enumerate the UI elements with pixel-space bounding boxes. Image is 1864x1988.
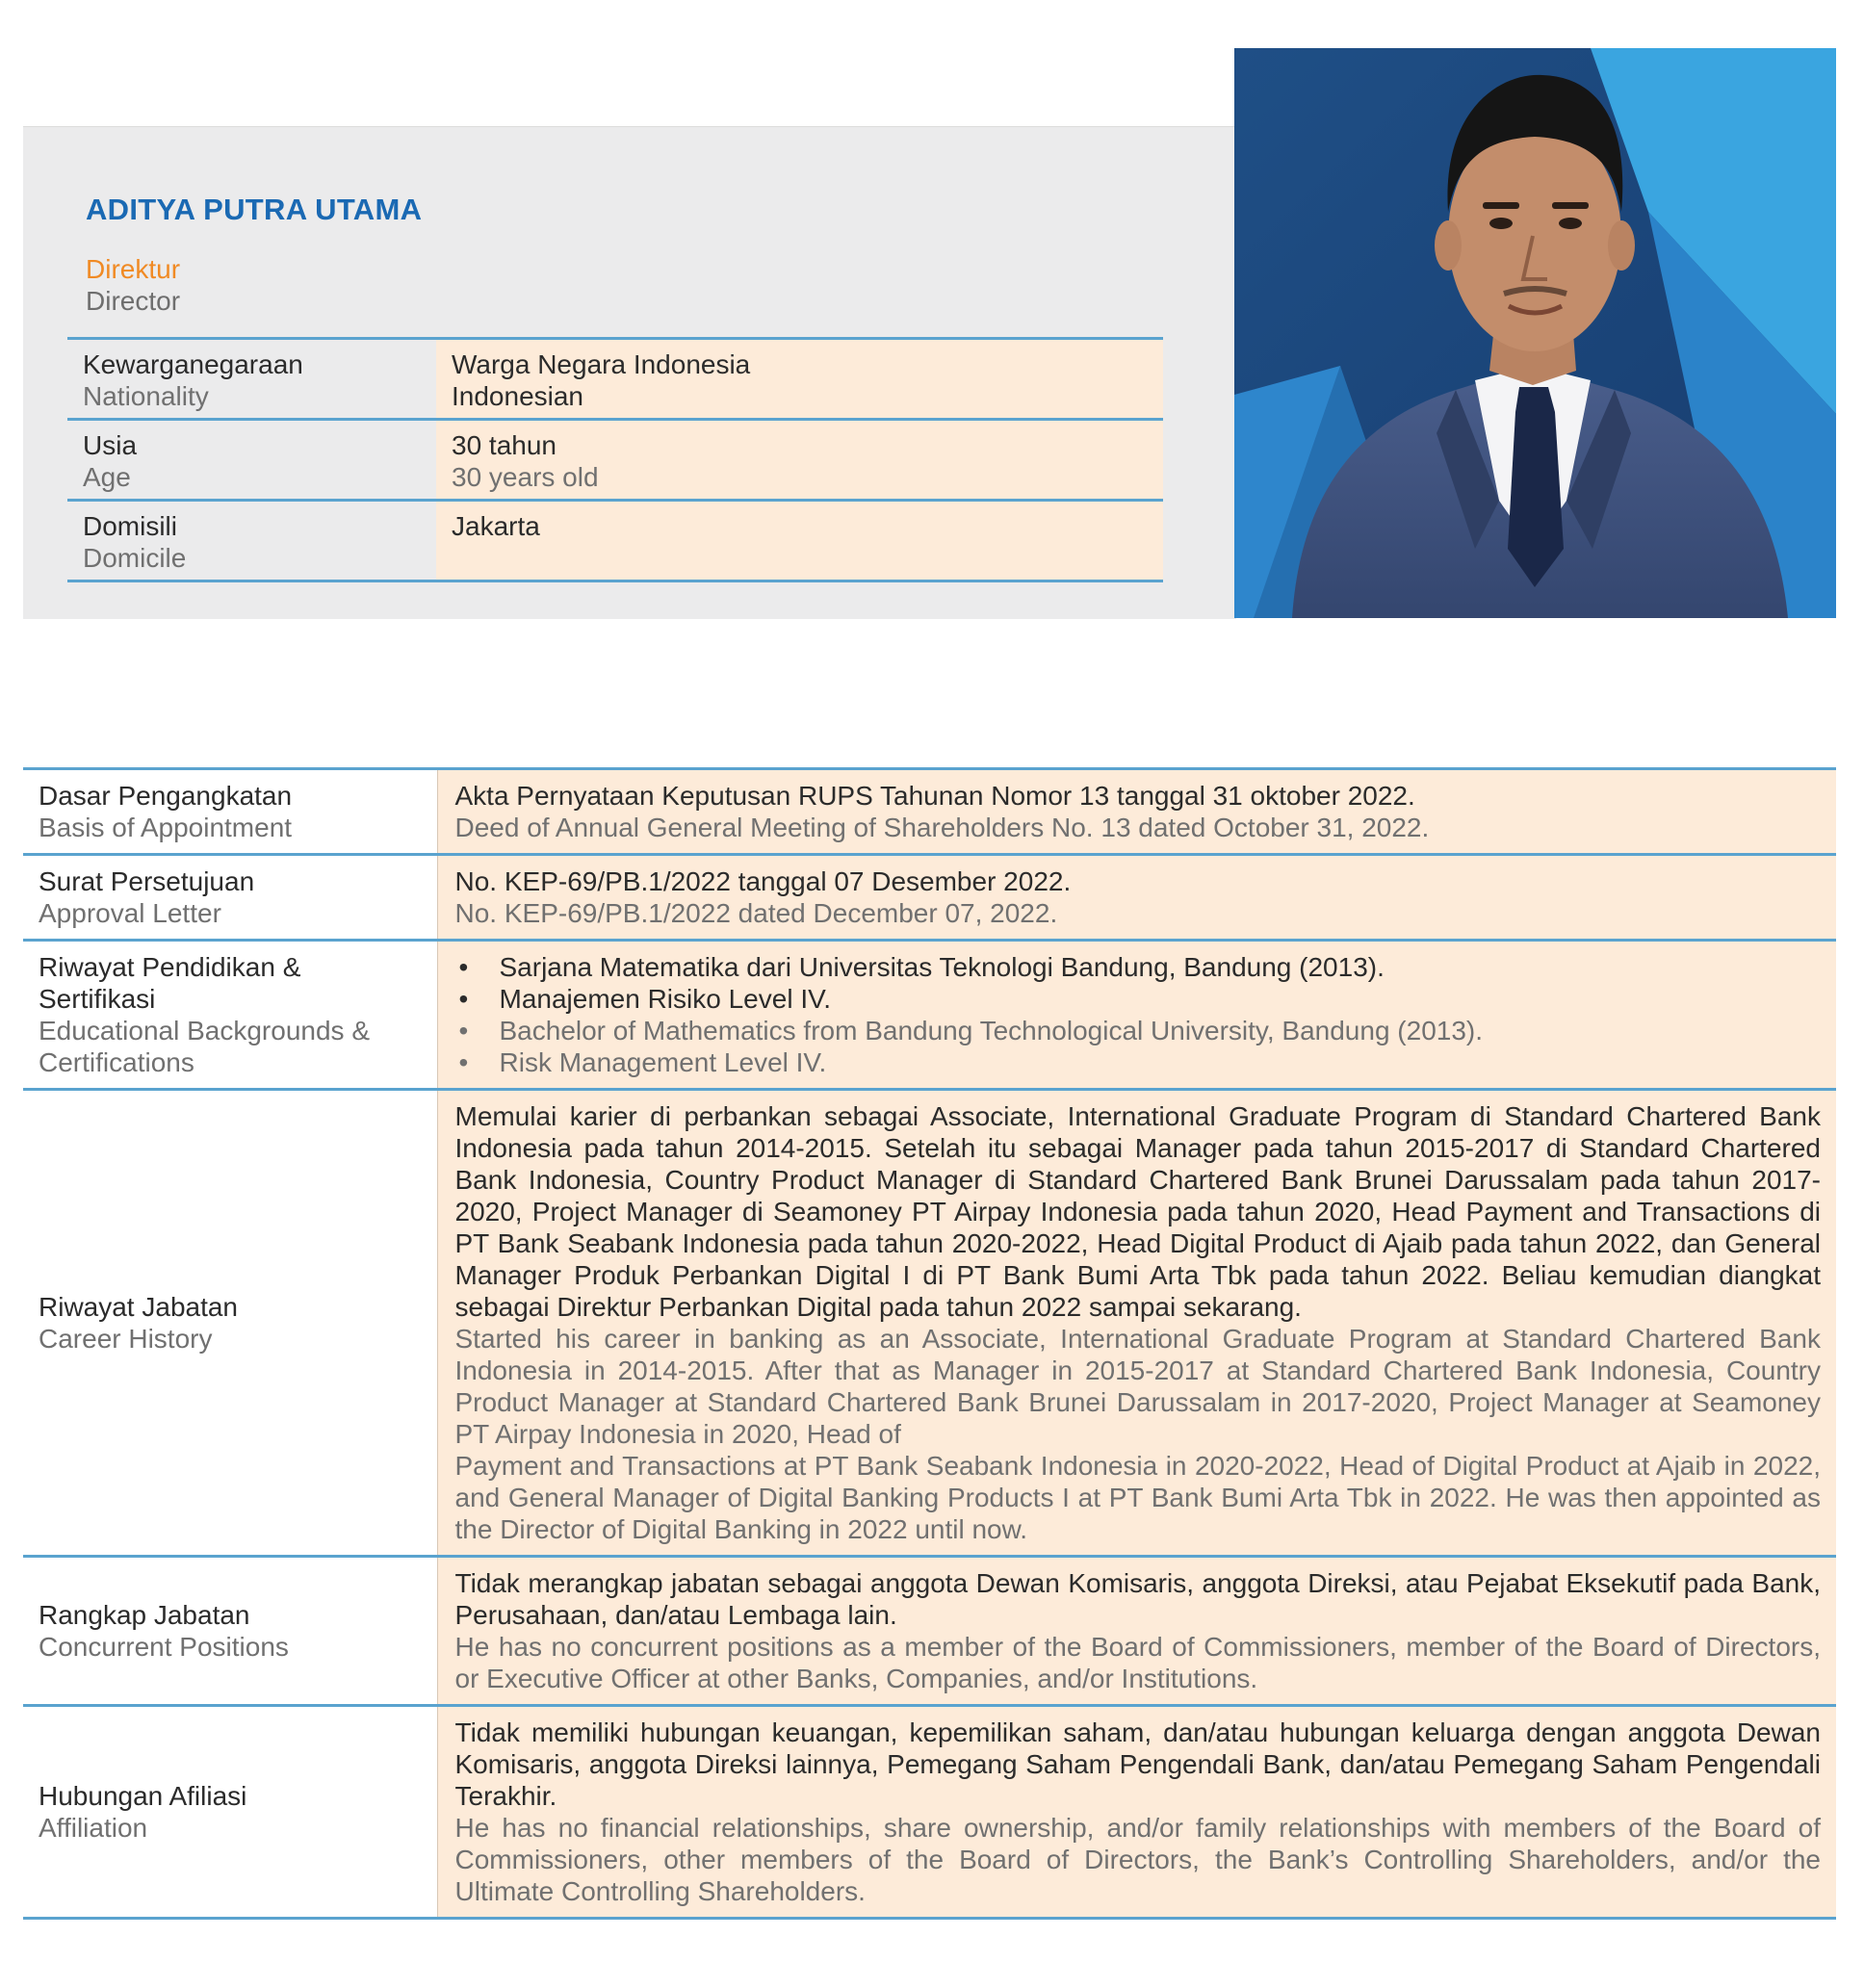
career-value-id: Memulai karier di perbankan sebagai Associate, International Graduate Program di Standard Chartered Bank Indonesia pada tahun 2014-2015. Setelah itu sebagai Manager pada tahun 2015-2017 di Standard Chartered Bank Indonesia, Country Product Manager di Standard Chartered Bank Brunei Darussalam pada tahun 2017-2020, Project Manager di Seamoney PT Airpay Indonesia pada tahun 2020, Head Payment and Transactions di PT Bank Seabank Indonesia pada tahun 2020-2022, Head Digital Product di Ajaib pada tahun 2022, dan General Manager Produk Perbankan Digital I di PT Bank Bumi Arta Tbk pada tahun 2022. Beliau kemudian diangkat sebagai Direktur Perbankan Digital pada tahun 2022 sampai sekarang. <box>454 1101 1821 1322</box>
education-label-en: Educational Backgrounds & Certifications <box>39 1016 370 1077</box>
approval-label-id: Surat Persetujuan <box>39 866 255 896</box>
row-affiliation <box>23 1706 1836 1919</box>
row-approval-letter <box>23 855 1836 941</box>
detail-label-cell <box>23 1557 437 1706</box>
education-item-id: • Manajemen Risiko Level IV. <box>455 983 1822 1015</box>
info-row-nationality <box>67 339 1163 420</box>
info-label-cell <box>67 420 436 501</box>
concurrent-label-id: Rangkap Jabatan <box>39 1600 250 1630</box>
domicile-label-id: Domisili <box>83 511 177 541</box>
portrait-illustration <box>1234 48 1836 618</box>
career-value-en-part1: Started his career in banking as an Associate, International Graduate Program at Standard Chartered Bank Indonesia in 2014-2015. After that as Manager in 2015-2017 at Standard Chartered Bank Indonesia, Country Product Manager at Standard Chartered Bank Brunei Darussalam in 2017-2020, Project Manager at Seamoney PT Airpay Indonesia in 2020, Head of <box>454 1324 1821 1449</box>
detail-value-cell <box>437 1706 1836 1919</box>
detail-label-cell <box>23 769 437 855</box>
appointment-value-id: Akta Pernyataan Keputusan RUPS Tahunan Nomor 13 tanggal 31 oktober 2022. <box>454 781 1415 811</box>
concurrent-value-id: Tidak merangkap jabatan sebagai anggota Dewan Komisaris, anggota Direksi, atau Pejabat Eksekutif pada Bank, Perusahaan, dan/atau Lembaga lain. <box>454 1568 1821 1630</box>
education-item-en: • Bachelor of Mathematics from Bandung Technological University, Bandung (2013). <box>455 1015 1822 1046</box>
info-row-age <box>67 420 1163 501</box>
nationality-label-id: Kewarganegaraan <box>83 349 303 379</box>
concurrent-label-en: Concurrent Positions <box>39 1632 289 1662</box>
age-label-en: Age <box>83 462 131 492</box>
row-career-history <box>23 1090 1836 1557</box>
affiliation-label-id: Hubungan Afiliasi <box>39 1781 247 1811</box>
row-concurrent-positions <box>23 1557 1836 1706</box>
concurrent-value-en: He has no concurrent positions as a member of the Board of Commissioners, member of the Board of Directors, or Executive Officer at other Banks, Companies, and/or Institutions. <box>454 1632 1821 1693</box>
person-name: ADITYA PUTRA UTAMA <box>86 193 423 226</box>
education-item-id: • Sarjana Matematika dari Universitas Teknologi Bandung, Bandung (2013). <box>455 951 1822 983</box>
detail-label-cell <box>23 1706 437 1919</box>
info-value-cell <box>436 339 1163 420</box>
detail-value-cell <box>437 855 1836 941</box>
approval-value-id: No. KEP-69/PB.1/2022 tanggal 07 Desember 2022. <box>454 866 1072 896</box>
info-value-cell <box>436 501 1163 581</box>
detail-label-cell <box>23 855 437 941</box>
position-title-id: Direktur <box>86 254 181 284</box>
career-label-id: Riwayat Jabatan <box>39 1292 239 1322</box>
info-label-cell <box>67 339 436 420</box>
nationality-value-en: Indonesian <box>452 381 584 411</box>
detail-value-cell <box>437 1090 1836 1557</box>
detail-value-cell <box>437 941 1836 1090</box>
position-title-en: Director <box>86 286 181 316</box>
education-label-id: Riwayat Pendidikan & Sertifikasi <box>39 952 301 1014</box>
appointment-label-en: Basis of Appointment <box>39 813 293 842</box>
personal-info-table <box>67 337 1163 582</box>
nationality-value-id: Warga Negara Indonesia <box>452 349 751 379</box>
affiliation-value-id: Tidak memiliki hubungan keuangan, kepemilikan saham, dan/atau hubungan keluarga dengan anggota Dewan Komisaris, anggota Direksi lainnya, Pemegang Saham Pengendali Bank, dan/atau Pemegang Saham Pengendali Terakhir. <box>454 1717 1821 1811</box>
appointment-value-en: Deed of Annual General Meeting of Shareholders No. 13 dated October 31, 2022. <box>454 813 1430 842</box>
approval-label-en: Approval Letter <box>39 898 221 928</box>
row-education <box>23 941 1836 1090</box>
detail-value-cell <box>437 769 1836 855</box>
director-detail-table <box>23 767 1836 1920</box>
nationality-label-en: Nationality <box>83 381 209 411</box>
detail-value-cell <box>437 1557 1836 1706</box>
affiliation-value-en: He has no financial relationships, share ownership, and/or family relationships with members of the Board of Commissioners, other members of the Board of Directors, the Bank’s Controlling Shareholders, and/or the Ultimate Controlling Shareholders. <box>454 1813 1821 1906</box>
education-list <box>455 951 1822 1078</box>
appointment-label-id: Dasar Pengangkatan <box>39 781 293 811</box>
age-value-en: 30 years old <box>452 462 599 492</box>
info-value-cell <box>436 420 1163 501</box>
age-label-id: Usia <box>83 430 138 460</box>
info-label-cell <box>67 501 436 581</box>
info-row-domicile <box>67 501 1163 581</box>
age-value-id: 30 tahun <box>452 430 557 460</box>
detail-label-cell <box>23 1090 437 1557</box>
career-value-en-part2: Payment and Transactions at PT Bank Seabank Indonesia in 2020-2022, Head of Digital Product at Ajaib in 2022, and General Manager of Digital Banking Products I at PT Bank Bumi Arta Tbk in 2022. He was then appointed as the Director of Digital Banking in 2022 until now. <box>454 1451 1821 1544</box>
row-basis-of-appointment <box>23 769 1836 855</box>
affiliation-label-en: Affiliation <box>39 1813 148 1843</box>
portrait-photo <box>1234 48 1836 618</box>
domicile-label-en: Domicile <box>83 543 187 573</box>
profile-panel <box>23 126 1236 619</box>
approval-value-en: No. KEP-69/PB.1/2022 dated December 07, 2022. <box>454 898 1058 928</box>
domicile-value-id: Jakarta <box>452 511 540 541</box>
detail-label-cell <box>23 941 437 1090</box>
career-label-en: Career History <box>39 1324 213 1354</box>
education-item-en: • Risk Management Level IV. <box>455 1046 1822 1078</box>
